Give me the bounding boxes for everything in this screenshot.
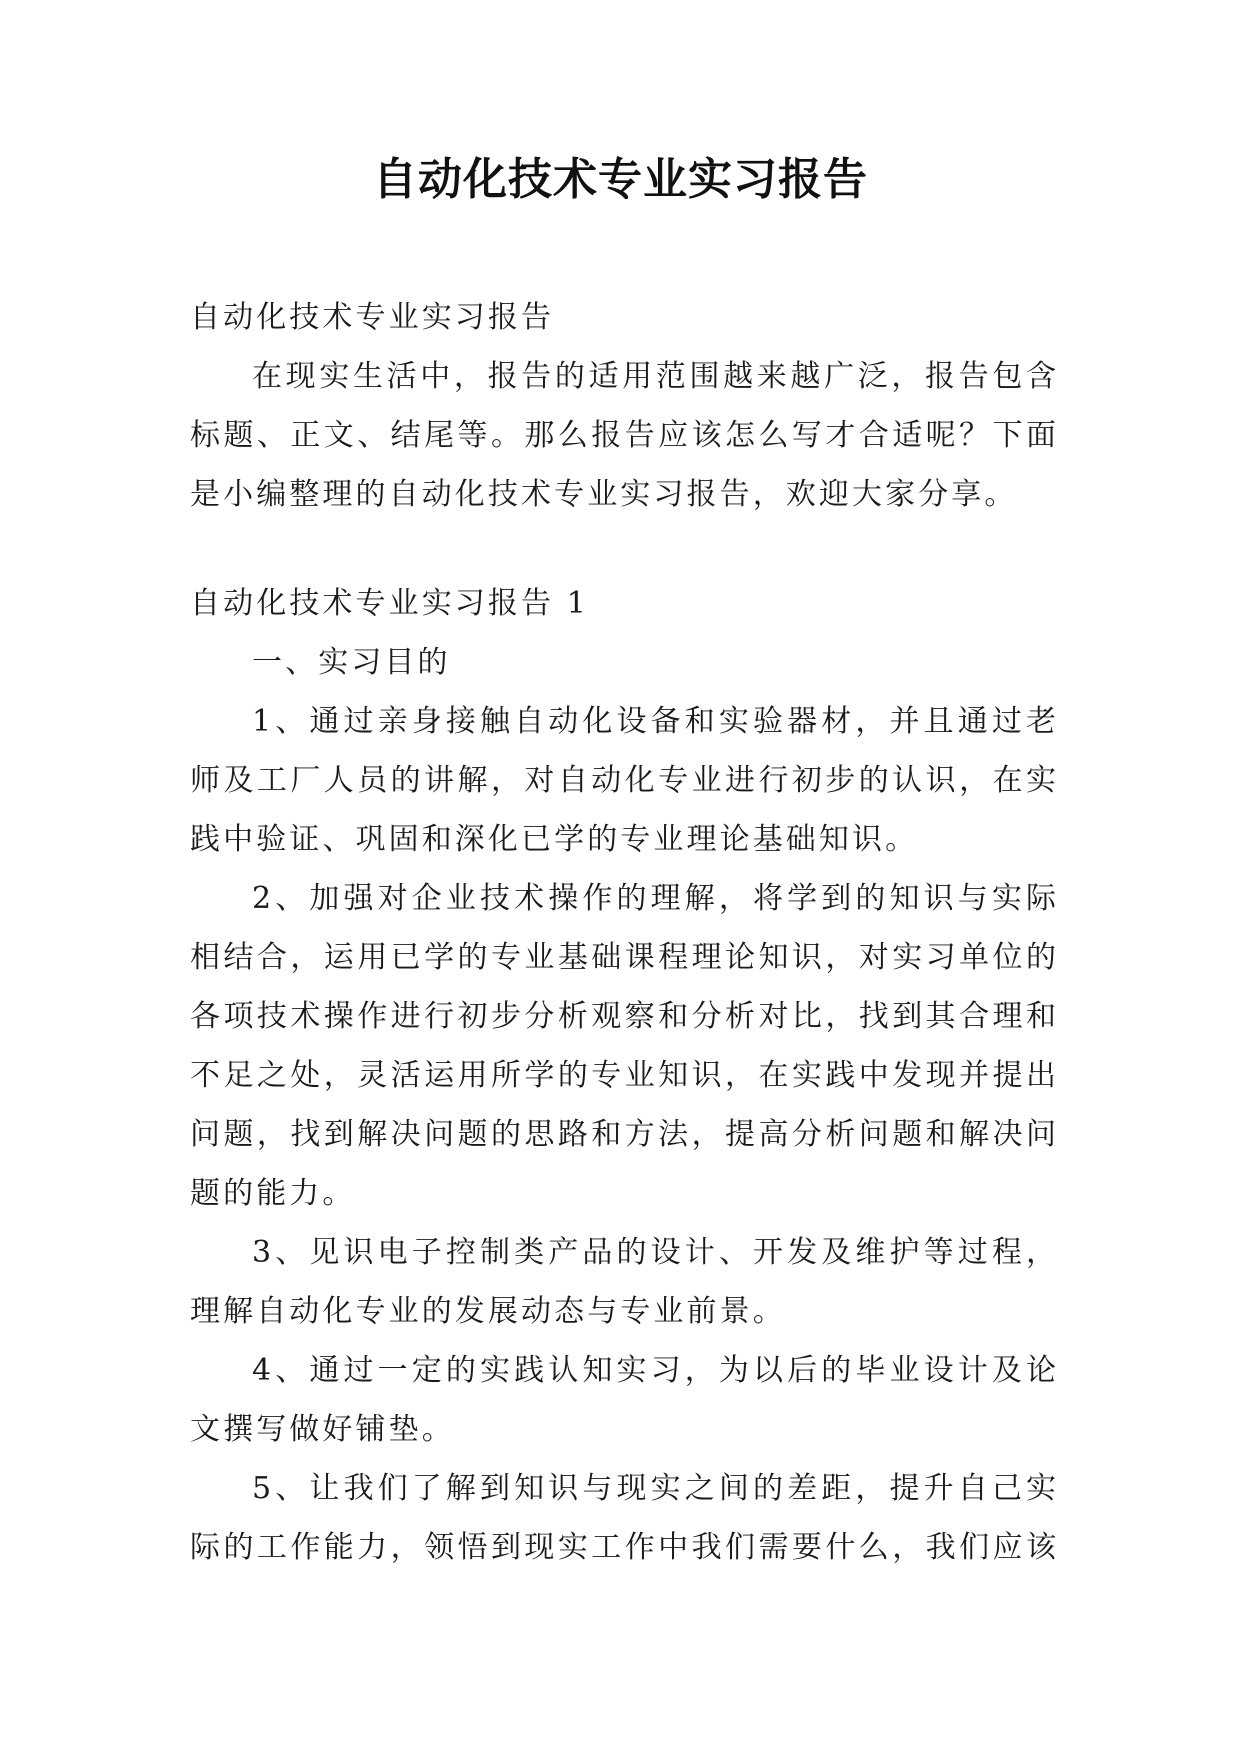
subtitle-line: 自动化技术专业实习报告 [190,300,555,335]
paragraph-line: 际的工作能力，领悟到现实工作中我们需要什么，我们应该 [190,1530,1056,1565]
intro-line: 在现实生活中，报告的适用范围越来越广泛，报告包含 [252,359,1056,394]
document-body [190,288,1056,1577]
subsection-heading: 一、实习目的 [252,645,451,680]
paragraph-gap [190,524,1056,574]
paragraph-line: 1、通过亲身接触自动化设备和实验器材，并且通过老 [252,704,1056,739]
paragraph-line: 践中验证、巩固和深化已学的专业理论基础知识。 [190,822,919,857]
paragraph-line: 相结合，运用已学的专业基础课程理论知识，对实习单位的 [190,940,1056,975]
paragraph-line: 5、让我们了解到知识与现实之间的差距，提升自己实 [252,1471,1056,1506]
paragraph-line: 问题，找到解决问题的思路和方法，提高分析问题和解决问 [190,1117,1056,1152]
paragraph-line: 3、见识电子控制类产品的设计、开发及维护等过程， [252,1235,1056,1270]
section-heading: 自动化技术专业实习报告 1 [190,586,589,621]
paragraph-line: 理解自动化专业的发展动态与专业前景。 [190,1294,786,1329]
paragraph-line: 文撰写做好铺垫。 [190,1412,455,1447]
paragraph-line: 题的能力。 [190,1176,356,1211]
paragraph-line: 各项技术操作进行初步分析观察和分析对比，找到其合理和 [190,999,1056,1034]
intro-line: 标题、正文、结尾等。那么报告应该怎么写才合适呢？下面 [190,418,1056,453]
document-title: 自动化技术专业实习报告 [373,154,868,205]
intro-line: 是小编整理的自动化技术专业实习报告，欢迎大家分享。 [190,477,1018,512]
paragraph-line: 2、加强对企业技术操作的理解，将学到的知识与实际 [252,881,1056,916]
paragraph-line: 4、通过一定的实践认知实习，为以后的毕业设计及论 [252,1353,1056,1388]
paragraph-line: 师及工厂人员的讲解，对自动化专业进行初步的认识，在实 [190,763,1056,798]
paragraph-line: 不足之处，灵活运用所学的专业知识，在实践中发现并提出 [190,1058,1056,1093]
